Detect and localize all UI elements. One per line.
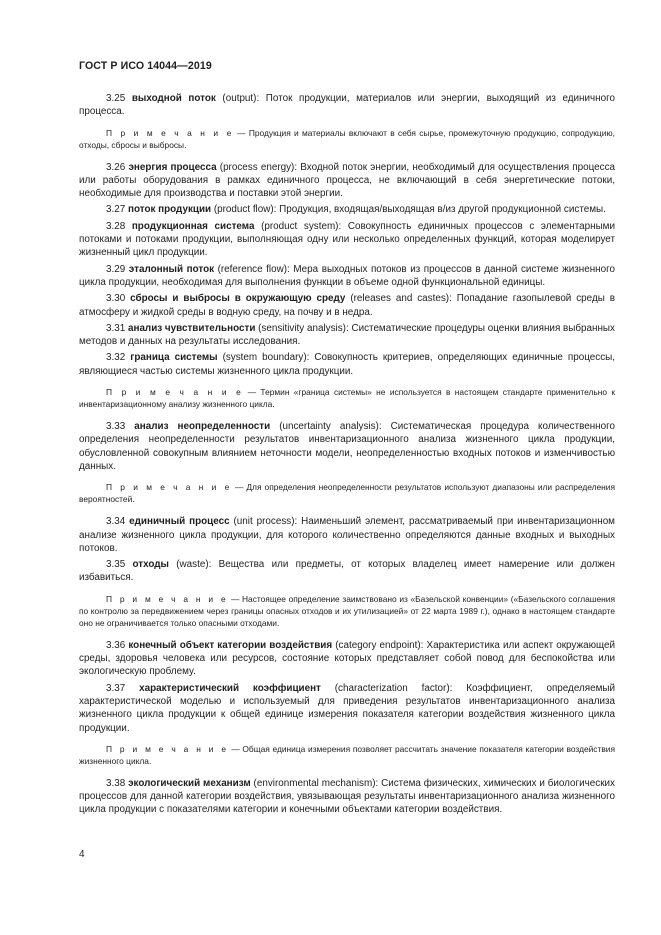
term-english: (system boundary) (222, 352, 307, 364)
note-paragraph (79, 127, 615, 151)
note-text: — Настоящее определение заимствовано из «Базельской конвенции» («Базельского соглашения по контролю за передвижением через границы опасных отходов и их утилизацией» от 22 марта 1989 г.), однако в настоящем стандарте оно не ограничивается только опасными отходами. (79, 593, 615, 628)
term-number: 3.25 (106, 93, 126, 104)
term-number: 3.32 (106, 352, 126, 364)
term-definition: : Поток продукции, материалов или энергии, выходящий из единичного процесса. (79, 93, 615, 118)
definition-entry (79, 220, 615, 260)
term-english: (output) (222, 93, 257, 104)
definition-entry (79, 161, 615, 201)
term-english: (process energy) (219, 161, 295, 173)
note-label: П р и м е ч а н и е (106, 743, 229, 754)
term-english: (unit process) (233, 516, 295, 528)
term-name: отходы (132, 559, 169, 571)
definition-entry (79, 420, 615, 473)
term-name: анализ чувствительности (127, 322, 256, 334)
term-number: 3.36 (106, 639, 126, 651)
definition-entry (79, 558, 615, 585)
term-definition: : Совокупность единичных процессов с элементарными потоками и потоками продукции, выполняющая одну или несколько определенных функций, которая моделирует жизненный цикл продукции. (79, 220, 615, 259)
term-english: (sensitivity analysis) (258, 322, 346, 334)
note-label: П р и м е ч а н и е (106, 593, 229, 604)
document-header: ГОСТ Р ИСО 14044—2019 (79, 60, 212, 72)
definitions-body (79, 92, 615, 820)
term-name: выходной поток (131, 93, 216, 104)
definition-entry (79, 263, 615, 290)
term-number: 3.34 (106, 516, 126, 528)
term-number: 3.33 (106, 421, 126, 433)
definition-entry (79, 203, 615, 216)
term-definition: : Продукция, входящая/выходящая в/из другой продукционной системы. (273, 204, 606, 216)
definition-entry (79, 682, 615, 735)
definition-entry (79, 351, 615, 378)
term-name: анализ неопределенности (134, 421, 271, 433)
term-name: поток продукции (127, 204, 212, 216)
term-number: 3.35 (106, 559, 126, 571)
definition-entry (79, 777, 615, 817)
term-name: эталонный поток (128, 263, 215, 275)
note-text: — Общая единица измерения позволяет рассчитать значение показателя категории воздействия жизненного цикла. (79, 743, 615, 766)
term-definition: : Входной поток энергии, необходимый для осуществления процесса или работы оборудования в рамках единичного процесса, не включающий в себя энергетические потоки, необходимые для производства и поставки этой энергии. (79, 161, 615, 200)
definition-entry (79, 322, 615, 349)
note-paragraph (79, 743, 615, 767)
page-number: 4 (79, 849, 85, 860)
note-paragraph (79, 593, 615, 629)
term-definition: : Совокупность критериев, определяющих единичные процессы, являющиеся частью системы жизненного цикла продукции. (79, 352, 615, 377)
term-number: 3.26 (106, 161, 126, 173)
term-english: (releases and castes) (350, 293, 450, 305)
term-name: экологический механизм (128, 777, 251, 789)
note-label: П р и м е ч а н и е (106, 387, 244, 398)
term-name: характеристический коэффициент (139, 682, 321, 694)
term-definition: : Систематические процедуры оценки влияния выбранных методов и данных на результаты исследования. (79, 322, 615, 348)
term-name: сбросы и выбросы в окружающую среду (130, 293, 346, 305)
term-name: энергия процесса (128, 161, 217, 173)
definition-entry (79, 292, 615, 319)
term-name: единичный процесс (129, 516, 230, 528)
term-definition: : Мера выходных потоков из процессов в данной системе жизненного цикла продукции, необходимая для выполнения функции в объеме одной функциональной единицы. (79, 263, 615, 288)
definition-entry (79, 639, 615, 679)
note-label: П р и м е ч а н и е (106, 482, 232, 493)
term-definition: : Коэффициент, определяемый характеристической моделью и используемый для приведения результатов инвентаризационного анализа жизненного цикла продукции к общей единице измерения показателя категории воздействия жизненного цикла продукции. (79, 682, 615, 734)
term-english: (uncertainty analysis) (279, 421, 379, 433)
term-english: (product flow) (213, 204, 274, 216)
note-paragraph (79, 386, 615, 410)
term-number: 3.29 (106, 263, 126, 275)
term-number: 3.31 (106, 322, 126, 334)
term-definition: : Вещества или предметы, от которых владелец имеет намерение или должен избавиться. (79, 559, 615, 584)
definition-entry (79, 92, 615, 119)
term-number: 3.28 (106, 220, 126, 232)
definition-entry (79, 515, 615, 555)
note-paragraph (79, 481, 615, 505)
term-name: граница системы (130, 352, 218, 364)
term-number: 3.27 (106, 204, 126, 216)
term-number: 3.38 (106, 777, 126, 789)
term-english: (characterization factor) (334, 682, 450, 694)
term-name: продукционная система (131, 220, 255, 232)
term-english: (product system) (261, 220, 339, 232)
term-english: (environmental mechanism) (253, 777, 376, 789)
term-english: (waste) (176, 559, 209, 571)
term-english: (reference flow) (217, 263, 288, 275)
note-text: — Для определения неопределенности результатов используют диапазоны или распределения вероятностей. (79, 482, 615, 505)
note-label: П р и м е ч а н и е (106, 127, 234, 138)
term-english: (category endpoint) (335, 639, 421, 651)
term-definition: : Попадание газопылевой среды в атмосферу и жидкой среды в водную среду, на почву и в недра. (79, 293, 615, 318)
note-text: — Продукция и материалы включают в себя сырье, промежуточную продукцию, сопродукцию, отходы, сбросы и выбросы. (79, 127, 615, 150)
note-text: — Термин «граница системы» не используется в настоящем стандарте применительно к инвентаризационному анализу жизненного цикла. (79, 387, 615, 410)
term-definition: : Характеристика или аспект окружающей среды, здоровья человека или ресурсов, состояние которых представляет собой повод для беспокойства или экологическую проблему. (79, 639, 615, 678)
term-definition: : Систематическая процедура количественного определения неопределенности результатов инвентаризационного анализа жизненного цикла продукции, обусловленной совокупным влиянием неточности модели, неопределенностью входных потоков и изменчивостью данных. (79, 421, 615, 472)
term-number: 3.30 (106, 293, 126, 305)
term-number: 3.37 (106, 682, 126, 694)
term-name: конечный объект категории воздействия (128, 639, 333, 651)
term-definition: : Наименьший элемент, рассматриваемый при инвентаризационном анализе жизненного цикла продукции, для которого количественно определяются данные входных и выходных потоков. (79, 516, 615, 554)
term-definition: : Система физических, химических и биологических процессов для данной категории воздействия, увязывающая результаты инвентаризационного анализа жизненного цикла продукции с показателями категории и конечными объектами категории воздействия. (79, 777, 615, 816)
